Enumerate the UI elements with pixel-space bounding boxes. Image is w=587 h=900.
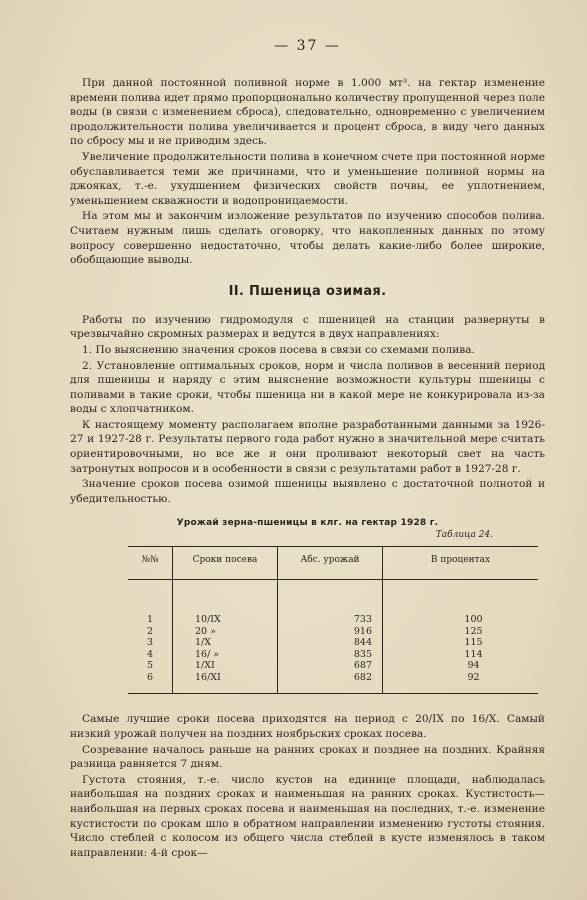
column-header: В процентах [383,547,539,580]
row-number: 5 [146,660,154,672]
yield-percent: 114 [383,649,539,661]
paragraph: Созревание началось раньше на ранних сроках и позднее на поздних. Крайняя разница равняется 7 дням. [70,743,545,771]
yield-percent: 100 [383,614,539,626]
sowing-date: 16/XI [173,672,278,694]
table-row [128,637,538,649]
table-caption: Урожай зерна-пшеницы в клг. на гектар 1928 г. [176,518,439,529]
absolute-yield: 733 [278,614,383,626]
table-header-row [128,547,538,580]
yield-percent: 125 [383,626,539,638]
sowing-date: 20 » [173,626,278,638]
column-header: №№ [128,547,173,580]
intro-text-block [70,76,545,268]
row-number: 3 [146,637,154,649]
absolute-yield: 916 [278,626,383,638]
yield-percent: 92 [383,672,539,694]
page-number: — 37 — [274,38,341,54]
table-number: Таблица 24. [435,530,493,541]
paragraph: Значение сроков посева озимой пшеницы выявлено с достаточной полнотой и убедительностью. [70,478,545,505]
yield-percent: 94 [383,660,539,672]
paragraph: Самые лучшие сроки посева приходятся на период с 20/IX по 16/X. Самый низкий урожай получен на поздних ноябрьских сроках посева. [70,713,545,741]
table-row [128,649,538,661]
sowing-date: 1/X [173,637,278,649]
paragraph: При данной постоянной поливной норме в 1.000 мт³. на гектар изменение времени полива идет прямо пропорционально количеству пропущенной через поле воды (в связи с изменением сброса), следовательно, одновременно с увеличением продолжительности полива увеличивается и процент сброса, в виду чего данных по сбросу мы и не приводим здесь. [70,77,545,148]
table-spacer-row [128,580,538,615]
paragraph: Густота стояния, т.-е. число кустов на единице площади, наблюдалась наибольшая на поздних сроках и наименьшая на ранних сроках. Кустистость—наибольшая на первых сроках посева и наименьшая на последних, т.-е. изменение кустистости по срокам шло в обратном направлении изменению густоты стояния. Число стеблей с колосом из общего числа стеблей в кусте изменялось в таком направлении: 4-й срок— [70,773,545,859]
paragraph: Увеличение продолжительности полива в конечном счете при постоянной норме обуславливается теми же причинами, что и уменьшение поливной нормы на джояках, т.-е. ухудшением физических свойств почвы, ее уплотнением, уменьшением скважности и водопроницаемости. [70,150,545,207]
table-row [128,614,538,626]
table-row [128,672,538,694]
paragraph: 2. Установление оптимальных сроков, норм и числа поливов в весенний период для пшеницы и наряду с этим выяснение возможности культуры пшеницы с поливами в такие сроки, чтобы пшеница ни в какой мере не конкурировала из-за воды с хлопчатником. [70,359,545,416]
conclusion-text-block [70,712,545,860]
column-header: Абс. урожай [278,547,383,580]
paragraph: 1. По выяснению значения сроков посева в связи со схемами полива. [82,343,475,356]
section-heading: II. Пшеница озимая. [228,283,387,299]
sowing-date: 16/ » [173,649,278,661]
yield-table [128,546,538,694]
paragraph: На этом мы и закончим изложение результатов по изучению способов полива. Считаем нужным лишь сделать оговорку, что накопленных данных по этому вопросу совершенно недостаточно, чтобы делать какие-либо более широкие, обобщающие выводы. [70,210,545,267]
paragraph: К настоящему моменту располагаем вполне разработанными данными за 1926-27 и 1927-28 г. Результаты первого года работ нужно в значительной мере считать ориентировочными, но все же и они проливают некоторый свет на часть затронутых вопросов и в особенности в связи с результатами работ в 1927-28 г. [70,418,545,475]
sowing-date: 10/IX [173,614,278,626]
sowing-date: 1/XI [173,660,278,672]
row-number: 2 [146,625,154,637]
absolute-yield: 844 [278,637,383,649]
table-row [128,626,538,638]
row-number: 6 [128,672,173,694]
paragraph: Работы по изучению гидромодуля с пшеницей на станции развернуты в чрезвычайно скромных размерах и ведутся в двух направлениях: [70,313,545,341]
yield-percent: 115 [383,637,539,649]
wheat-text-block [70,313,545,507]
row-number: 4 [146,648,154,660]
table-row [128,660,538,672]
absolute-yield: 687 [278,660,383,672]
row-number: 1 [146,614,154,626]
column-header: Сроки посева [173,547,278,580]
absolute-yield: 835 [278,649,383,661]
absolute-yield: 682 [278,672,383,694]
